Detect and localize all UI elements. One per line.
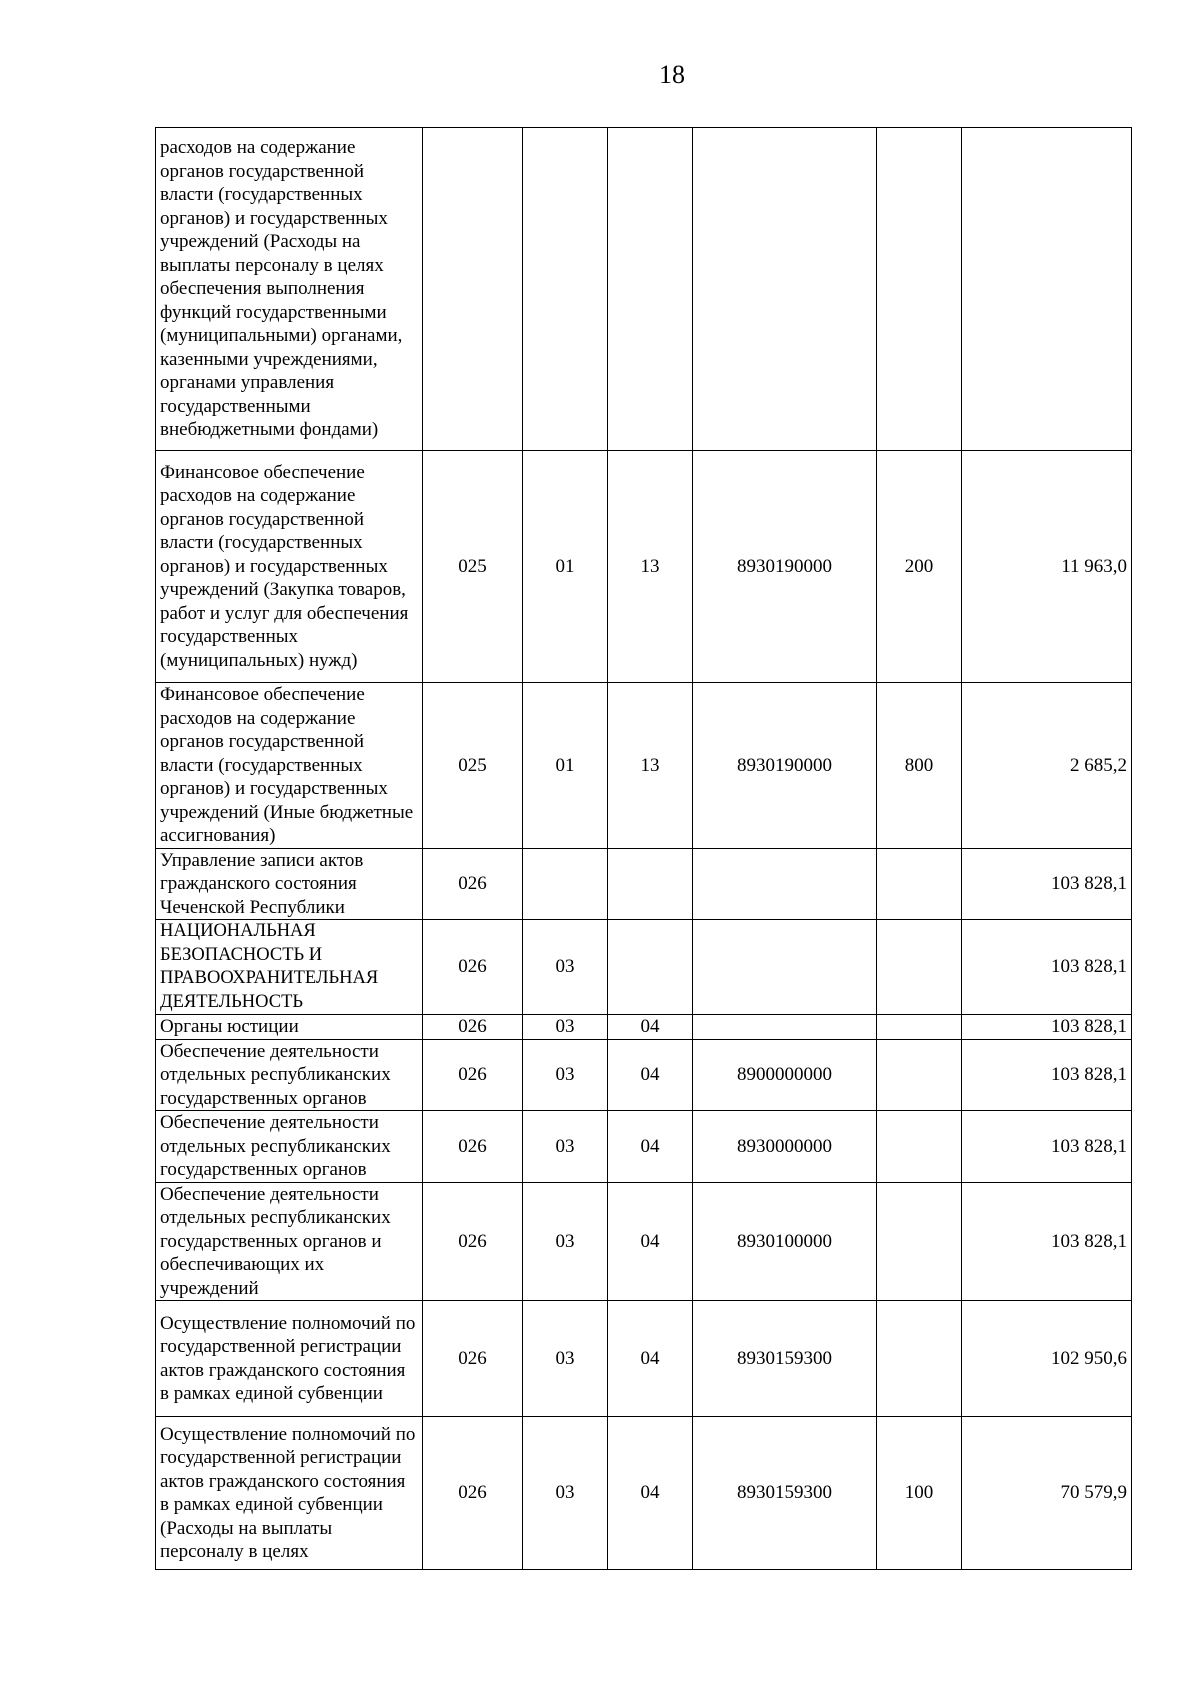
cell-amount: 103 828,1 xyxy=(962,848,1132,920)
cell-name: Обеспечение деятельности отдельных республиканских государственных органов и обеспечивающих их учреждений xyxy=(156,1182,423,1301)
cell-expense-type xyxy=(877,1015,962,1040)
table-row xyxy=(156,1015,1132,1040)
cell-name: Финансовое обеспечение расходов на содержание органов государственной власти (государственных органов) и государственных учреждений (Закупка товаров, работ и услуг для обеспечения государственных (муниципальных) нужд) xyxy=(156,451,423,683)
cell-name: НАЦИОНАЛЬНАЯ БЕЗОПАСНОСТЬ И ПРАВООХРАНИТЕЛЬНАЯ ДЕЯТЕЛЬНОСТЬ xyxy=(156,920,423,1015)
cell-ministry-code: 026 xyxy=(423,1417,523,1570)
table-row xyxy=(156,683,1132,849)
cell-name: Осуществление полномочий по государственной регистрации актов гражданского состояния в рамках единой субвенции (Расходы на выплаты персоналу в целях xyxy=(156,1417,423,1570)
cell-section-code: 01 xyxy=(523,451,608,683)
cell-expense-type xyxy=(877,1182,962,1301)
cell-amount: 103 828,1 xyxy=(962,1039,1132,1111)
cell-amount: 103 828,1 xyxy=(962,920,1132,1015)
cell-amount: 11 963,0 xyxy=(962,451,1132,683)
cell-ministry-code: 026 xyxy=(423,1039,523,1111)
cell-target-article: 8930190000 xyxy=(693,451,877,683)
cell-target-article: 8930159300 xyxy=(693,1301,877,1417)
cell-ministry-code: 026 xyxy=(423,1301,523,1417)
cell-target-article xyxy=(693,128,877,451)
cell-amount: 2 685,2 xyxy=(962,683,1132,849)
budget-table xyxy=(155,127,1132,1570)
cell-expense-type: 200 xyxy=(877,451,962,683)
cell-section-code xyxy=(523,128,608,451)
cell-target-article: 8900000000 xyxy=(693,1039,877,1111)
cell-expense-type xyxy=(877,920,962,1015)
cell-expense-type xyxy=(877,1039,962,1111)
cell-ministry-code: 026 xyxy=(423,1111,523,1183)
table-row xyxy=(156,1039,1132,1111)
cell-section-code: 01 xyxy=(523,683,608,849)
cell-expense-type: 800 xyxy=(877,683,962,849)
cell-target-article xyxy=(693,848,877,920)
cell-amount: 103 828,1 xyxy=(962,1111,1132,1183)
cell-amount: 70 579,9 xyxy=(962,1417,1132,1570)
cell-section-code: 03 xyxy=(523,1111,608,1183)
table-row xyxy=(156,1111,1132,1183)
cell-target-article xyxy=(693,920,877,1015)
cell-subsection-code xyxy=(608,848,693,920)
cell-expense-type xyxy=(877,848,962,920)
cell-section-code: 03 xyxy=(523,1417,608,1570)
table-row xyxy=(156,128,1132,451)
cell-section-code: 03 xyxy=(523,1039,608,1111)
table-row xyxy=(156,1417,1132,1570)
cell-subsection-code: 04 xyxy=(608,1301,693,1417)
cell-section-code: 03 xyxy=(523,1182,608,1301)
cell-subsection-code: 04 xyxy=(608,1111,693,1183)
cell-name: Осуществление полномочий по государственной регистрации актов гражданского состояния в рамках единой субвенции xyxy=(156,1301,423,1417)
table-row xyxy=(156,848,1132,920)
table-row xyxy=(156,1301,1132,1417)
cell-name: Финансовое обеспечение расходов на содержание органов государственной власти (государственных органов) и государственных учреждений (Иные бюджетные ассигнования) xyxy=(156,683,423,849)
cell-target-article: 8930000000 xyxy=(693,1111,877,1183)
cell-subsection-code: 04 xyxy=(608,1015,693,1040)
cell-section-code: 03 xyxy=(523,1301,608,1417)
cell-subsection-code: 13 xyxy=(608,683,693,849)
cell-ministry-code: 026 xyxy=(423,1015,523,1040)
cell-ministry-code: 026 xyxy=(423,920,523,1015)
cell-expense-type: 100 xyxy=(877,1417,962,1570)
cell-section-code xyxy=(523,848,608,920)
cell-name: Управление записи актов гражданского состояния Чеченской Республики xyxy=(156,848,423,920)
cell-name: Органы юстиции xyxy=(156,1015,423,1040)
table-row xyxy=(156,1182,1132,1301)
page-number: 18 xyxy=(659,60,685,89)
cell-amount: 103 828,1 xyxy=(962,1015,1132,1040)
cell-section-code: 03 xyxy=(523,1015,608,1040)
budget-table-body xyxy=(156,128,1132,1570)
cell-target-article xyxy=(693,1015,877,1040)
cell-ministry-code xyxy=(423,128,523,451)
cell-subsection-code: 04 xyxy=(608,1417,693,1570)
cell-ministry-code: 026 xyxy=(423,848,523,920)
cell-subsection-code xyxy=(608,128,693,451)
cell-target-article: 8930190000 xyxy=(693,683,877,849)
cell-name: Обеспечение деятельности отдельных республиканских государственных органов xyxy=(156,1111,423,1183)
cell-expense-type xyxy=(877,1301,962,1417)
cell-name: Обеспечение деятельности отдельных республиканских государственных органов xyxy=(156,1039,423,1111)
cell-amount xyxy=(962,128,1132,451)
cell-expense-type xyxy=(877,128,962,451)
cell-subsection-code: 13 xyxy=(608,451,693,683)
cell-ministry-code: 025 xyxy=(423,683,523,849)
cell-amount: 102 950,6 xyxy=(962,1301,1132,1417)
cell-target-article: 8930100000 xyxy=(693,1182,877,1301)
table-row xyxy=(156,920,1132,1015)
cell-ministry-code: 026 xyxy=(423,1182,523,1301)
cell-subsection-code: 04 xyxy=(608,1182,693,1301)
cell-expense-type xyxy=(877,1111,962,1183)
cell-amount: 103 828,1 xyxy=(962,1182,1132,1301)
cell-subsection-code: 04 xyxy=(608,1039,693,1111)
cell-name: расходов на содержание органов государственной власти (государственных органов) и государственных учреждений (Расходы на выплаты персоналу в целях обеспечения выполнения функций государственными (муниципальными) органами, казенными учреждениями, органами управления государственными внебюджетными фондами) xyxy=(156,128,423,451)
cell-ministry-code: 025 xyxy=(423,451,523,683)
cell-target-article: 8930159300 xyxy=(693,1417,877,1570)
cell-subsection-code xyxy=(608,920,693,1015)
table-row xyxy=(156,451,1132,683)
cell-section-code: 03 xyxy=(523,920,608,1015)
